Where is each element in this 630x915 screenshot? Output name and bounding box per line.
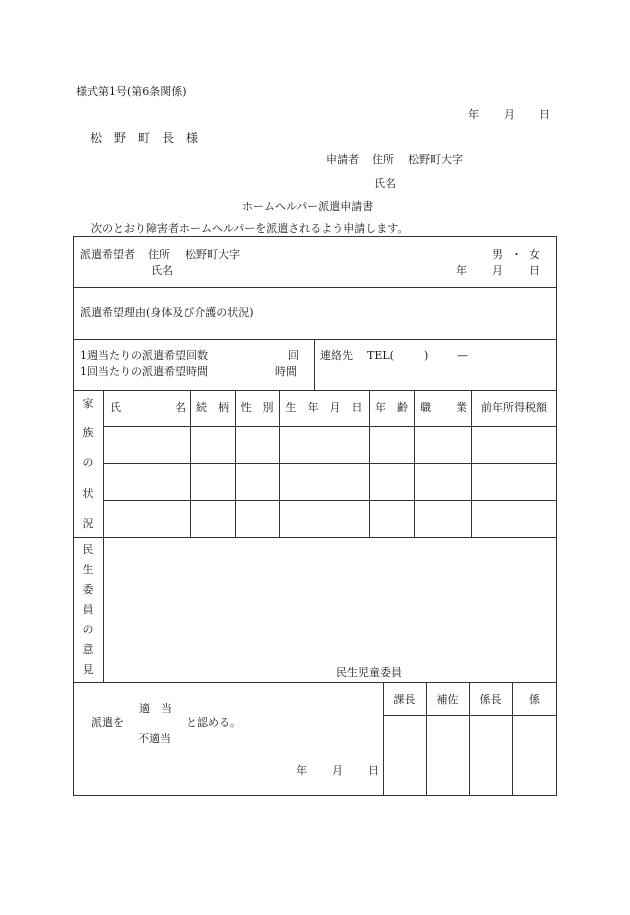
welfare-signature-label: 民生児童委員 xyxy=(336,666,402,679)
requester-year: 年 xyxy=(456,264,467,277)
document-title: ホームヘルパー派遣申請書 xyxy=(242,200,374,213)
contact-label: 連絡先 xyxy=(320,349,353,362)
family-header-income: 前年所得税額 xyxy=(481,401,547,414)
welfare-side-char-6: 意 xyxy=(82,643,94,656)
welfare-side-char-5: の xyxy=(82,623,94,636)
family-header-job-b: 業 xyxy=(456,401,467,414)
decision-prefix: 派遣を xyxy=(91,716,124,729)
requester-address-value: 松野町大字 xyxy=(185,248,240,261)
divider-frequency-contact xyxy=(314,339,315,390)
decision-day: 日 xyxy=(368,764,379,777)
welfare-side-char-7: 見 xyxy=(82,663,94,676)
requester-sex-dot: ・ xyxy=(511,248,522,261)
requester-address-label: 住所 xyxy=(148,248,170,261)
approval-header-divider xyxy=(383,715,557,716)
divider-welfare-bottom xyxy=(73,682,557,683)
decision-year: 年 xyxy=(296,764,307,777)
applicant-label: 申請者 xyxy=(326,153,359,166)
approval-header-unit-chief: 係長 xyxy=(479,693,502,706)
family-row-divider-3 xyxy=(103,500,557,501)
top-date-month: 月 xyxy=(504,108,515,121)
per-visit-label: 1回当たりの派遣希望時間 xyxy=(80,365,208,378)
decision-appropriate: 適 当 xyxy=(139,702,172,715)
decision-inappropriate: 不適当 xyxy=(138,732,171,745)
decision-month: 月 xyxy=(332,764,343,777)
per-visit-unit: 時間 xyxy=(275,365,297,378)
family-side-char-1: 家 xyxy=(82,397,94,410)
requester-male: 男 xyxy=(492,248,503,261)
requester-name-label: 氏名 xyxy=(151,264,173,277)
approval-header-section-chief: 課長 xyxy=(393,693,416,706)
top-date-year: 年 xyxy=(468,108,479,121)
applicant-address-label: 住所 xyxy=(372,153,394,166)
requester-month: 月 xyxy=(492,264,503,277)
family-side-char-5: 況 xyxy=(82,517,94,530)
family-header-job-a: 職 xyxy=(420,401,431,414)
approval-header-assistant: 補佐 xyxy=(436,693,459,706)
requester-day: 日 xyxy=(529,264,540,277)
top-date-day: 日 xyxy=(539,108,550,121)
family-header-relation: 続 柄 xyxy=(196,401,229,414)
divider-side-column xyxy=(103,390,104,682)
family-header-sex: 性 別 xyxy=(240,401,274,414)
weekly-unit: 回 xyxy=(288,349,299,362)
divider-family-bottom xyxy=(73,537,557,538)
family-side-char-2: 族 xyxy=(82,426,94,439)
family-row-divider-2 xyxy=(103,463,557,464)
applicant-address-value: 松野町大字 xyxy=(408,153,463,166)
divider-frequency-bottom xyxy=(73,390,557,391)
divider-requester-bottom xyxy=(73,287,557,288)
contact-dash: — xyxy=(457,349,468,362)
family-side-char-4: 状 xyxy=(82,487,94,500)
welfare-side-char-4: 員 xyxy=(82,603,94,616)
contact-close: ) xyxy=(424,349,429,362)
family-header-birth: 生 年 月 日 xyxy=(285,401,363,414)
form-number: 様式第1号(第6条関係) xyxy=(76,85,187,98)
weekly-label: 1週当たりの派遣希望回数 xyxy=(80,349,208,362)
requester-label: 派遣希望者 xyxy=(80,248,135,261)
family-side-char-3: の xyxy=(82,456,94,469)
welfare-side-char-2: 生 xyxy=(82,563,94,576)
approval-header-staff: 係 xyxy=(529,693,540,706)
requester-female: 女 xyxy=(529,248,540,261)
family-header-age: 年 齢 xyxy=(375,401,408,414)
addressee: 松 野 町 長 様 xyxy=(90,131,199,145)
divider-reason-bottom xyxy=(73,339,557,340)
family-header-name-a: 氏 xyxy=(110,401,121,414)
welfare-side-char-1: 民 xyxy=(82,543,94,556)
family-header-name-b: 名 xyxy=(175,401,186,414)
applicant-name-label: 氏名 xyxy=(374,177,396,190)
contact-tel: TEL( xyxy=(367,349,394,362)
intro-text: 次のとおり障害者ホームヘルパーを派遣されるよう申請します。 xyxy=(91,222,409,235)
reason-label: 派遣希望理由(身体及び介護の状況) xyxy=(80,306,254,319)
welfare-side-char-3: 委 xyxy=(82,583,94,596)
family-row-divider-1 xyxy=(103,426,557,427)
decision-suffix: と認める。 xyxy=(186,716,241,729)
